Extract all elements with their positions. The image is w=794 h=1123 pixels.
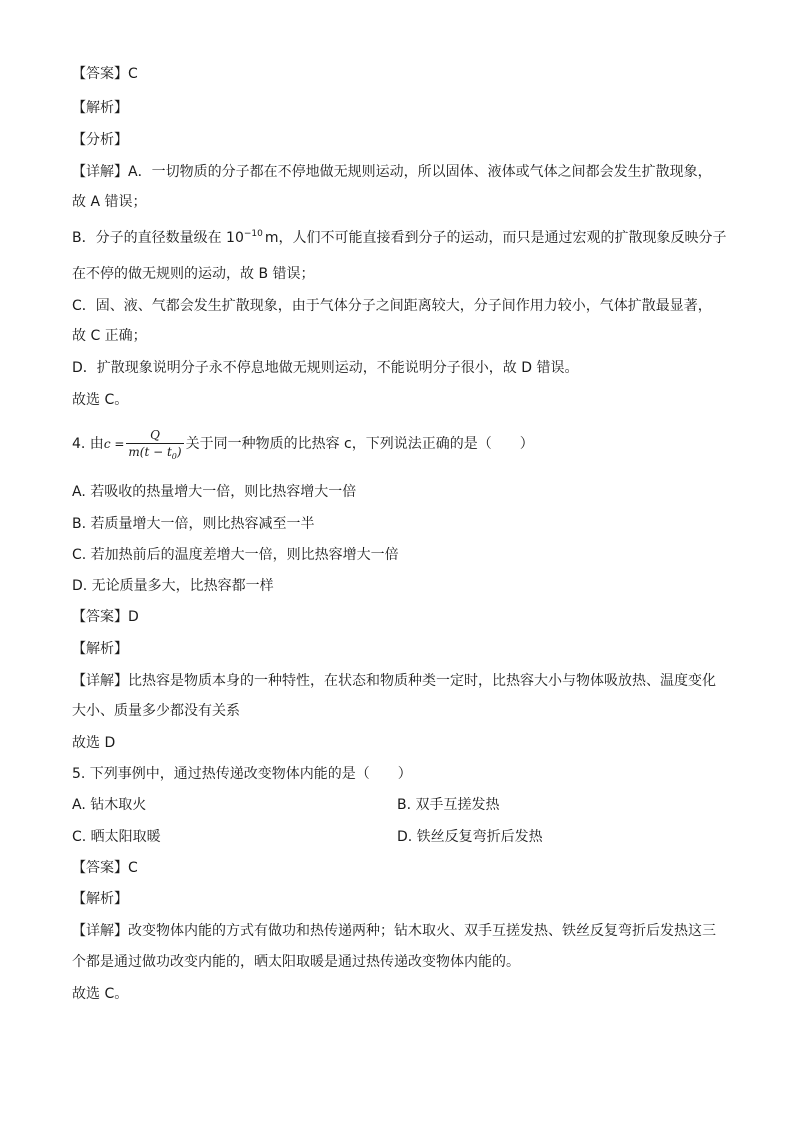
q5-answer: 【答案】C xyxy=(72,860,138,876)
q5-option-c: C. 晒太阳取暖 xyxy=(72,829,161,845)
q3-option-c-line-2: 故 C 正确； xyxy=(72,328,147,344)
q4-formula-den-b: ) xyxy=(176,444,182,459)
q4-stem-pre: 4. 由 xyxy=(72,436,104,452)
q5-choose: 故选 C。 xyxy=(72,986,129,1002)
q4-formula-fraction xyxy=(126,427,183,462)
q5-analysis-heading: 【解析】 xyxy=(72,891,128,907)
q4-formula-lhs: c = xyxy=(103,437,125,451)
q3-option-b-line-2: 在不停的做无规则的运动，故 B 错误； xyxy=(72,266,315,282)
q4-option-b: B. 若质量增大一倍，则比热容减至一半 xyxy=(72,516,315,532)
q3-b-pre: B．分子的直径数量级在 10 xyxy=(72,230,244,246)
q4-formula-den-a: m(t − t xyxy=(128,444,172,459)
q3-fenxi-heading: 【分析】 xyxy=(72,132,128,148)
q4-choose: 故选 D xyxy=(72,735,116,751)
q5-option-a: A. 钻木取火 xyxy=(72,797,147,813)
q4-analysis-heading: 【解析】 xyxy=(72,641,128,657)
q4-formula-denominator xyxy=(126,444,183,462)
q5-option-d: D. 铁丝反复弯折后发热 xyxy=(397,829,543,845)
q4-detail-line-1: 【详解】比热容是物质本身的一种特性，在状态和物质种类一定时，比热容大小与物体吸放热、温度变化 xyxy=(72,673,716,689)
q3-option-b-line-1 xyxy=(72,228,727,250)
q5-stem: 5. 下列事例中，通过热传递改变物体内能的是（ ） xyxy=(72,766,412,782)
q5-detail-line-2: 个都是通过做功改变内能的，晒太阳取暖是通过热传递改变物体内能的。 xyxy=(72,954,520,970)
q3-analysis-heading: 【解析】 xyxy=(72,100,128,116)
q4-option-c: C. 若加热前后的温度差增大一倍，则比热容增大一倍 xyxy=(72,547,399,563)
q3-option-c-line-1: C．固、液、气都会发生扩散现象，由于气体分子之间距离较大，分子间作用力较小，气体扩散最显著， xyxy=(72,298,712,314)
q4-detail-line-2: 大小、质量多少都没有关系 xyxy=(72,703,240,719)
q4-option-d: D. 无论质量多大，比热容都一样 xyxy=(72,578,274,594)
q4-option-a: A. 若吸收的热量增大一倍，则比热容增大一倍 xyxy=(72,484,357,500)
q4-stem-post: 关于同一种物质的比热容 c，下列说法正确的是（ ） xyxy=(185,436,534,452)
q4-formula-numerator: Q xyxy=(126,427,183,444)
q5-option-b: B. 双手互搓发热 xyxy=(397,797,500,813)
q3-detail-line-1: 【详解】A．一切物质的分子都在不停地做无规则运动，所以固体、液体或气体之间都会发生扩散现象， xyxy=(72,164,712,180)
q5-detail-line-1: 【详解】改变物体内能的方式有做功和热传递两种；钻木取火、双手互搓发热、铁丝反复弯折后发热这三 xyxy=(72,923,716,939)
q3-answer: 【答案】C xyxy=(72,66,138,82)
q4-answer: 【答案】D xyxy=(72,609,139,625)
q4-stem xyxy=(72,424,534,464)
q3-option-d-line: D．扩散现象说明分子永不停息地做无规则运动，不能说明分子很小，故 D 错误。 xyxy=(72,360,579,376)
q3-b-unit: m xyxy=(264,230,279,246)
q4-formula-den-sub: 0 xyxy=(171,451,177,461)
q3-b-post: ，人们不可能直接看到分子的运动，而只是通过宏观的扩散现象反映分子 xyxy=(278,230,727,246)
q3-choose: 故选 C。 xyxy=(72,392,129,408)
q3-b-exponent: −10 xyxy=(243,229,263,239)
q3-detail-line-2: 故 A 错误； xyxy=(72,194,147,210)
